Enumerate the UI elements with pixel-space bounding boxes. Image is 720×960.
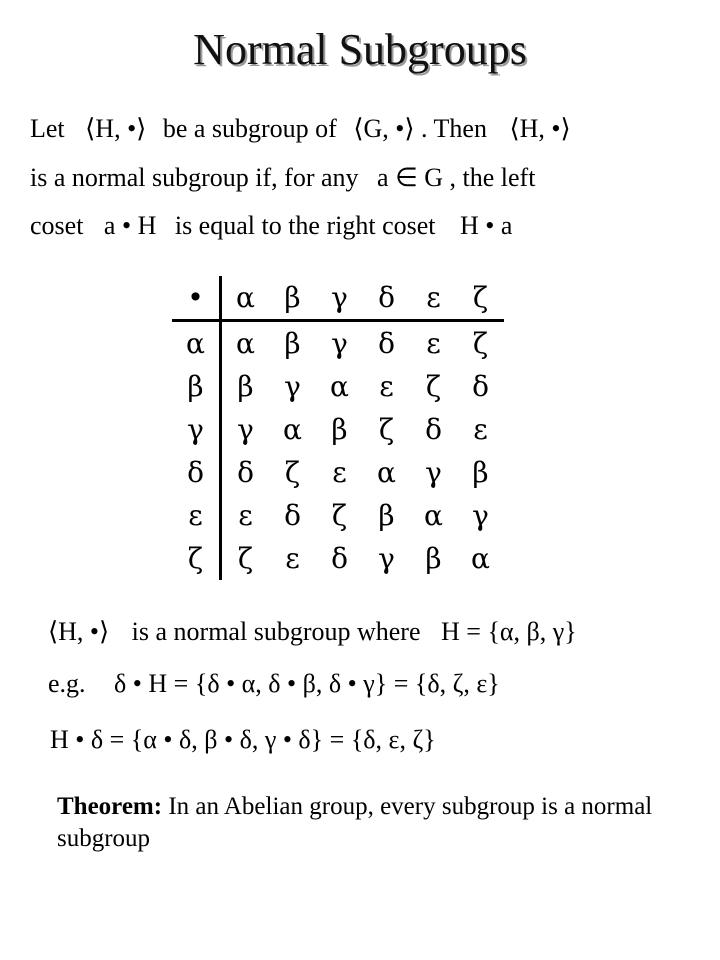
row-header: ε — [172, 494, 221, 537]
table-cell: γ — [331, 327, 348, 360]
table-cell: ζ — [378, 413, 395, 446]
table-cell: β — [237, 370, 254, 403]
h-pair-math-3: ⟨H, •⟩ — [48, 617, 110, 646]
table-cell: α — [330, 370, 349, 403]
right-coset-math: H • δ = {α • δ, β • δ, γ • δ} = {δ, ε, ζ} — [50, 725, 436, 754]
be-subgroup-text: be a subgroup of — [162, 114, 337, 143]
table-cell: δ — [425, 413, 442, 446]
row-header: α — [172, 321, 221, 366]
table-row — [172, 365, 504, 408]
table-cell: β — [425, 542, 442, 575]
table-cell: δ — [331, 542, 348, 575]
table-cell: ζ — [425, 370, 442, 403]
column-header: ζ — [457, 276, 504, 321]
example-line-1 — [48, 616, 577, 648]
eg-text: e.g. — [48, 669, 86, 698]
h-pair-math: ⟨H, •⟩ — [85, 114, 147, 143]
table-cell: ζ — [472, 327, 489, 360]
g-pair-math: ⟨G, •⟩ — [353, 114, 415, 143]
table-row — [172, 537, 504, 580]
column-header: γ — [316, 276, 363, 321]
definition-line-1 — [30, 113, 571, 145]
table-cell: ε — [285, 542, 300, 575]
table-cell: α — [471, 542, 490, 575]
table-cell: α — [377, 456, 396, 489]
table-row — [172, 408, 504, 451]
table-cell: γ — [425, 456, 442, 489]
operator-cell: • — [172, 276, 221, 321]
table-cell: ε — [426, 327, 441, 360]
table-cell: δ — [237, 456, 254, 489]
table-header-row — [172, 276, 504, 321]
table-row — [172, 321, 504, 366]
theorem-block — [57, 791, 697, 855]
table-cell: ε — [238, 499, 253, 532]
let-text: Let — [30, 114, 65, 143]
table-cell: δ — [472, 370, 489, 403]
h-pair-math-2: ⟨H, •⟩ — [509, 114, 571, 143]
row-header: γ — [172, 408, 221, 451]
then-text: . Then — [421, 114, 487, 143]
table-cell: γ — [378, 542, 395, 575]
table-cell: ζ — [284, 456, 301, 489]
theorem-text: In an Abelian group, every subgroup is a normal subgroup — [57, 793, 653, 852]
row-header: ζ — [172, 537, 221, 580]
table-cell: α — [424, 499, 443, 532]
is-equal-text: is equal to the right coset — [174, 211, 436, 240]
column-header: β — [269, 276, 316, 321]
is-normal-where-text: is a normal subgroup where — [131, 617, 421, 646]
example-line-3 — [50, 724, 436, 756]
table-cell: δ — [284, 499, 301, 532]
table-cell: β — [472, 456, 489, 489]
the-left-text: , the left — [449, 163, 536, 192]
table-cell: γ — [472, 499, 489, 532]
definition-line-3 — [30, 210, 512, 242]
row-header: δ — [172, 451, 221, 494]
table-cell: γ — [237, 413, 254, 446]
table-cell: ε — [332, 456, 347, 489]
coset-text: coset — [30, 211, 84, 240]
table-cell: δ — [378, 327, 395, 360]
table-cell: α — [283, 413, 302, 446]
table-cell: α — [236, 327, 255, 360]
h-set-math: H = {α, β, γ} — [441, 617, 577, 646]
table-cell: ε — [379, 370, 394, 403]
a-in-g-math: a ∈ G — [377, 163, 444, 192]
table-cell: β — [284, 327, 301, 360]
table-cell: β — [378, 499, 395, 532]
theorem-label: Theorem: — [57, 793, 163, 820]
page-title: Normal Subgroups — [193, 25, 527, 74]
left-coset-math: δ • H = {δ • α, δ • β, δ • γ} = {δ, ζ, ε} — [114, 669, 500, 698]
table-cell: ε — [473, 413, 488, 446]
table-cell: γ — [284, 370, 301, 403]
table-cell: ζ — [237, 542, 254, 575]
column-header: ε — [410, 276, 457, 321]
a-dot-h-math: a • H — [103, 211, 157, 240]
cayley-table — [172, 276, 504, 580]
example-line-2 — [48, 668, 500, 700]
row-header: β — [172, 365, 221, 408]
table-cell: β — [331, 413, 348, 446]
table-cell: ζ — [331, 499, 348, 532]
definition-line-2 — [30, 162, 535, 194]
h-dot-a-math: H • a — [460, 211, 513, 240]
is-normal-if-text: is a normal subgroup if, for any — [30, 163, 359, 192]
column-header: α — [221, 276, 270, 321]
column-header: δ — [363, 276, 410, 321]
table-row — [172, 494, 504, 537]
table-row — [172, 451, 504, 494]
